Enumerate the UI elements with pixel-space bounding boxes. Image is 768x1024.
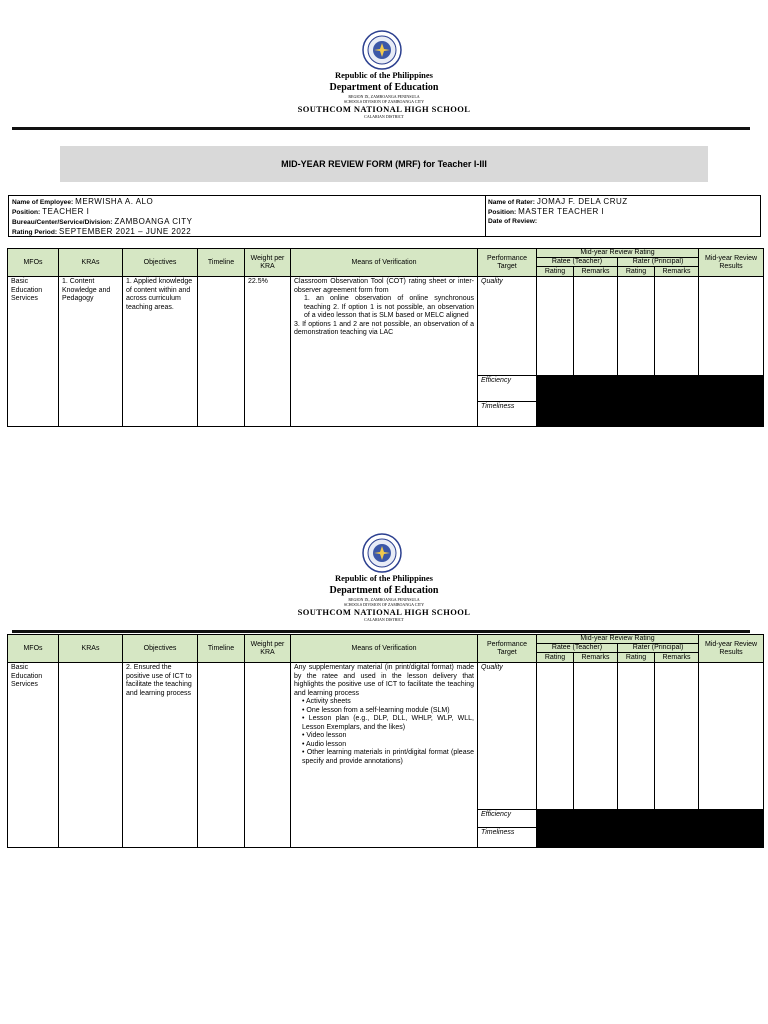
mov-bullet: • Audio lesson [302, 740, 347, 748]
ratee-remarks-header: Remarks [574, 653, 618, 663]
bureau-value: ZAMBOANGA CITY [114, 217, 193, 226]
department-label: Department of Education [329, 585, 439, 596]
kra-table-1 [7, 248, 764, 427]
mov-item: 1. an online observation of online synchronous teaching 2. If option 1 is not possible, an observation of a video lesson that is SLM based or MELC aligned [304, 295, 474, 319]
school-name: SOUTHCOM NATIONAL HIGH SCHOOL [297, 607, 471, 617]
blocked-cell [537, 376, 764, 402]
header-rule [12, 630, 750, 633]
timeline-cell [198, 277, 245, 427]
results-cell [699, 277, 764, 376]
deped-seal-icon [362, 30, 402, 70]
table-row [8, 663, 764, 810]
mfos-header: MFOs [8, 249, 59, 277]
performance-target-header: Performance Target [478, 249, 537, 277]
employee-name-value: MERWISHA A. ALO [75, 197, 154, 206]
rater-position-line [488, 207, 604, 217]
midyear-results-header: Mid-year Review Results [699, 249, 764, 277]
review-date-label: Date of Review: [488, 218, 538, 225]
bureau-label: Bureau/Center/Service/Division: [12, 219, 113, 226]
rating-period-line [12, 227, 191, 237]
ratee-remarks-cell [574, 663, 618, 810]
employee-name-label: Name of Employee: [12, 199, 74, 206]
kras-header: KRAs [59, 635, 123, 663]
quality-target: Quality [478, 277, 537, 376]
rater-header: Rater (Principal) [618, 258, 699, 267]
rater-position-value: MASTER TEACHER I [518, 207, 605, 216]
ratee-rating-header: Rating [537, 267, 574, 277]
region-label: REGION IX, ZAMBOANGA PENINSULA [348, 597, 420, 602]
kra-cell [59, 663, 123, 848]
mov-bullet: • Video lesson [302, 732, 347, 739]
mov-bullet: • Activity sheets [302, 698, 351, 705]
means-header: Means of Verification [291, 635, 478, 663]
mov-cell [291, 277, 478, 427]
deped-seal-icon [362, 533, 402, 573]
timeline-header: Timeline [198, 249, 245, 277]
employee-info-box [8, 195, 761, 237]
mfo-cell: Basic Education Services [8, 663, 59, 848]
rater-remarks-cell [655, 663, 699, 810]
ratee-rating-header: Rating [537, 653, 574, 663]
header-rule [12, 127, 750, 130]
weight-cell [245, 663, 291, 848]
school-name: SOUTHCOM NATIONAL HIGH SCHOOL [297, 104, 471, 114]
division-label: SCHOOLS DIVISION OF ZAMBOANGA CITY [343, 602, 425, 607]
midyear-results-header: Mid-year Review Results [699, 635, 764, 663]
mov-bullet: • Lesson plan (e.g., DLP, DLL, WHLP, WLP, WLL, Lesson Exemplars, and the likes) [302, 715, 474, 731]
bureau-line [12, 217, 193, 227]
quality-target: Quality [478, 663, 537, 810]
employee-position-line [12, 207, 89, 217]
midyear-rating-header: Mid-year Review Rating [537, 249, 699, 258]
republic-label: Republic of the Philippines [334, 70, 433, 80]
timeliness-target: Timeliness [478, 402, 537, 427]
efficiency-target: Efficiency [478, 810, 537, 828]
ratee-header: Ratee (Teacher) [537, 644, 618, 653]
district-label: CALARIAN DISTRICT [364, 617, 404, 622]
rater-remarks-cell [655, 277, 699, 376]
weight-cell: 22.5% [245, 277, 291, 427]
kra-table-2 [7, 634, 764, 848]
efficiency-target: Efficiency [478, 376, 537, 402]
form-title: MID-YEAR REVIEW FORM (MRF) for Teacher I-III [281, 159, 487, 169]
republic-label: Republic of the Philippines [334, 573, 433, 583]
kra-cell: 1. Content Knowledge and Pedagogy [59, 277, 123, 427]
rater-header: Rater (Principal) [618, 644, 699, 653]
letterhead-bottom [0, 573, 768, 622]
region-label: REGION IX, ZAMBOANGA PENINSULA [348, 94, 420, 99]
blocked-cell [537, 828, 764, 848]
ratee-remarks-cell [574, 277, 618, 376]
letterhead-top [0, 70, 768, 119]
objectives-header: Objectives [123, 249, 198, 277]
rating-period-value: SEPTEMBER 2021 – JUNE 2022 [59, 227, 192, 236]
division-label: SCHOOLS DIVISION OF ZAMBOANGA CITY [343, 99, 425, 104]
rater-name-value: JOMAJ F. DELA CRUZ [536, 197, 628, 206]
rating-period-label: Rating Period: [12, 229, 58, 236]
ratee-rating-cell [537, 663, 574, 810]
rater-rating-cell [618, 663, 655, 810]
rater-rating-header: Rating [618, 267, 655, 277]
midyear-rating-header: Mid-year Review Rating [537, 635, 699, 644]
objectives-header: Objectives [123, 635, 198, 663]
mov-intro: Any supplementary material (in print/digital format) made by the ratee and used in the lesson delivery that highlights the positive use of ICT to facilitate the teaching and learning process [294, 664, 474, 697]
timeline-cell [198, 663, 245, 848]
district-label: CALARIAN DISTRICT [364, 114, 404, 119]
mov-intro: Classroom Observation Tool (COT) rating sheet or inter-observer agreement form from [294, 278, 474, 294]
table-row [8, 277, 764, 376]
mov-cell [291, 663, 478, 848]
objective-cell: 1. Applied knowledge of content within and across curriculum teaching areas. [123, 277, 198, 427]
timeline-header: Timeline [198, 635, 245, 663]
objective-cell: 2. Ensured the positive use of ICT to facilitate the teaching and learning process [123, 663, 198, 848]
rater-rating-cell [618, 277, 655, 376]
form-title-banner [60, 146, 708, 182]
weight-header: Weight per KRA [245, 249, 291, 277]
rater-remarks-header: Remarks [655, 267, 699, 277]
department-label: Department of Education [329, 82, 439, 93]
rater-name-label: Name of Rater: [488, 199, 535, 206]
blocked-cell [537, 402, 764, 427]
results-cell [699, 663, 764, 810]
ratee-header: Ratee (Teacher) [537, 258, 618, 267]
means-header: Means of Verification [291, 249, 478, 277]
ratee-remarks-header: Remarks [574, 267, 618, 277]
rater-remarks-header: Remarks [655, 653, 699, 663]
rater-rating-header: Rating [618, 653, 655, 663]
info-divider [485, 196, 486, 236]
mov-item: 3. If options 1 and 2 are not possible, an observation of a demonstration teaching via LAC [294, 320, 474, 336]
performance-target-header: Performance Target [478, 635, 537, 663]
employee-position-label: Position: [12, 209, 41, 216]
kras-header: KRAs [59, 249, 123, 277]
mfos-header: MFOs [8, 635, 59, 663]
weight-header: Weight per KRA [245, 635, 291, 663]
timeliness-target: Timeliness [478, 828, 537, 848]
employee-position-value: TEACHER I [42, 207, 90, 216]
blocked-cell [537, 810, 764, 828]
ratee-rating-cell [537, 277, 574, 376]
rater-position-label: Position: [488, 209, 517, 216]
mfo-cell: Basic Education Services [8, 277, 59, 427]
review-date-line [488, 217, 537, 226]
rater-name-line [488, 197, 628, 207]
employee-name-line [12, 197, 153, 207]
mov-bullet: • One lesson from a self-learning module (SLM) [302, 706, 450, 714]
mov-bullet: • Other learning materials in print/digital format (please specify and provide annotations) [302, 749, 474, 765]
